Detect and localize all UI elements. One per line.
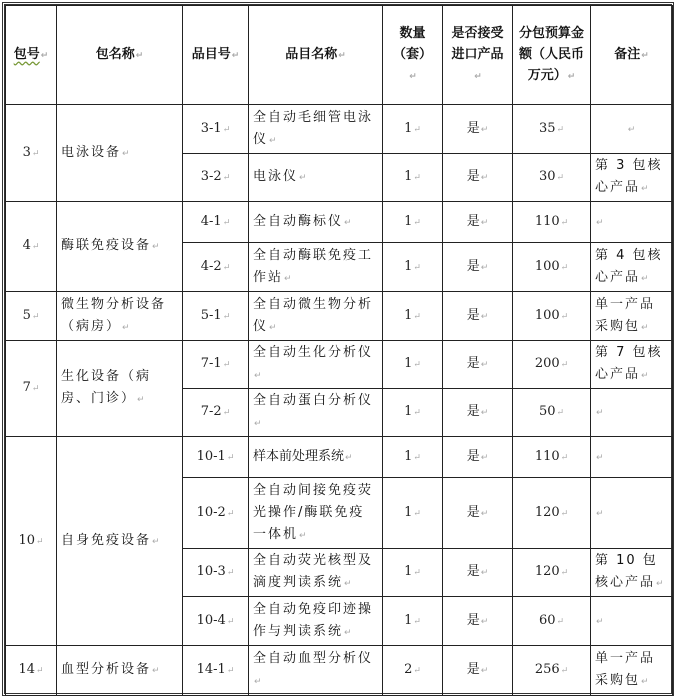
item-name-cell: 全自动荧光核型及滴度判读系统↵ — [249, 549, 383, 597]
quantity-cell: 1↵ — [383, 341, 443, 389]
item-no-cell: 10-2↵ — [183, 478, 249, 549]
budget-cell: 100↵ — [513, 292, 591, 341]
budget-cell: 60↵ — [513, 597, 591, 646]
item-no-cell: 4-2↵ — [183, 243, 249, 292]
budget-cell: 110↵ — [513, 437, 591, 478]
remark-cell: ↵ — [591, 389, 673, 437]
accept-import-cell: 是↵ — [443, 389, 513, 437]
package-no-cell: 10↵ — [6, 437, 57, 646]
accept-import-cell: 是↵ — [443, 597, 513, 646]
remark-cell: ↵ — [591, 597, 673, 646]
item-name-cell: 样本前处理系统↵ — [249, 437, 383, 478]
quantity-cell: 1↵ — [383, 105, 443, 154]
item-no-cell: 10-3↵ — [183, 549, 249, 597]
item-name-cell: 全自动蛋白分析仪↵ — [249, 389, 383, 437]
budget-cell: 256↵ — [513, 646, 591, 696]
package-name-cell: 自身免疫设备↵ — [57, 437, 183, 646]
quantity-cell: 1↵ — [383, 243, 443, 292]
item-no-cell: 5-1↵ — [183, 292, 249, 341]
accept-import-cell: 是↵ — [443, 202, 513, 243]
budget-cell: 110↵ — [513, 202, 591, 243]
item-name-cell: 全自动血型分析仪↵ — [249, 646, 383, 696]
item-name-cell: 全自动酶标仪↵ — [249, 202, 383, 243]
header-package-no: 包号↵ — [6, 6, 57, 105]
procurement-package-table — [5, 5, 673, 696]
budget-cell: 100↵ — [513, 243, 591, 292]
header-row — [6, 6, 673, 105]
item-no-cell: 14-1↵ — [183, 646, 249, 696]
remark-cell: ↵ — [591, 437, 673, 478]
quantity-cell: 1↵ — [383, 292, 443, 341]
header-accept-import: 是否接受进口产品↵ — [443, 6, 513, 105]
table-row — [6, 341, 673, 389]
accept-import-cell: 是↵ — [443, 478, 513, 549]
accept-import-cell: 是↵ — [443, 105, 513, 154]
header-quantity: 数量（套）↵ — [383, 6, 443, 105]
item-no-cell: 7-1↵ — [183, 341, 249, 389]
package-name-cell: 酶联免疫设备↵ — [57, 202, 183, 292]
accept-import-cell: 是↵ — [443, 243, 513, 292]
accept-import-cell: 是↵ — [443, 646, 513, 696]
package-name-cell: 生化设备（病房、门诊）↵ — [57, 341, 183, 437]
remark-cell: 单一产品采购包↵ — [591, 292, 673, 341]
remark-cell: 第 3 包核心产品↵ — [591, 154, 673, 202]
item-no-cell: 3-1↵ — [183, 105, 249, 154]
table-row — [6, 202, 673, 243]
item-no-cell: 7-2↵ — [183, 389, 249, 437]
item-no-cell: 4-1↵ — [183, 202, 249, 243]
table-row — [6, 292, 673, 341]
accept-import-cell: 是↵ — [443, 154, 513, 202]
quantity-cell: 1↵ — [383, 154, 443, 202]
package-name-cell: 血型分析设备↵ — [57, 646, 183, 696]
remark-cell: 单一产品采购包↵ — [591, 646, 673, 696]
item-name-cell: 全自动免疫印迹操作与判读系统↵ — [249, 597, 383, 646]
remark-cell: ↵ — [591, 202, 673, 243]
item-name-cell: 电泳仪↵ — [249, 154, 383, 202]
remark-cell: 第 10 包核心产品↵ — [591, 549, 673, 597]
header-budget: 分包预算金额（人民币万元）↵ — [513, 6, 591, 105]
header-item-no: 品目号↵ — [183, 6, 249, 105]
package-no-cell: 14↵ — [6, 646, 57, 696]
package-no-cell: 7↵ — [6, 341, 57, 437]
remark-cell: ↵ — [591, 105, 673, 154]
accept-import-cell: 是↵ — [443, 549, 513, 597]
package-no-cell: 3↵ — [6, 105, 57, 202]
remark-cell: ↵ — [591, 478, 673, 549]
item-no-cell: 10-1↵ — [183, 437, 249, 478]
budget-cell: 120↵ — [513, 478, 591, 549]
quantity-cell: 1↵ — [383, 437, 443, 478]
table-row — [6, 437, 673, 478]
budget-cell: 30↵ — [513, 154, 591, 202]
quantity-cell: 2↵ — [383, 646, 443, 696]
table-row — [6, 105, 673, 154]
quantity-cell: 1↵ — [383, 549, 443, 597]
accept-import-cell: 是↵ — [443, 292, 513, 341]
package-name-cell: 微生物分析设备（病房）↵ — [57, 292, 183, 341]
item-name-cell: 全自动毛细管电泳仪↵ — [249, 105, 383, 154]
budget-cell: 120↵ — [513, 549, 591, 597]
quantity-cell: 1↵ — [383, 478, 443, 549]
item-no-cell: 3-2↵ — [183, 154, 249, 202]
accept-import-cell: 是↵ — [443, 437, 513, 478]
budget-cell: 200↵ — [513, 341, 591, 389]
budget-cell: 50↵ — [513, 389, 591, 437]
remark-cell: 第 7 包核心产品↵ — [591, 341, 673, 389]
item-name-cell: 全自动生化分析仪↵ — [249, 341, 383, 389]
budget-cell: 35↵ — [513, 105, 591, 154]
item-name-cell: 全自动微生物分析仪↵ — [249, 292, 383, 341]
header-item-name: 品目名称↵ — [249, 6, 383, 105]
package-no-cell: 5↵ — [6, 292, 57, 341]
quantity-cell: 1↵ — [383, 202, 443, 243]
header-package-name: 包名称↵ — [57, 6, 183, 105]
header-remark: 备注↵ — [591, 6, 673, 105]
remark-cell: 第 4 包核心产品↵ — [591, 243, 673, 292]
package-name-cell: 电泳设备↵ — [57, 105, 183, 202]
item-no-cell: 10-4↵ — [183, 597, 249, 646]
item-name-cell: 全自动酶联免疫工作站↵ — [249, 243, 383, 292]
quantity-cell: 1↵ — [383, 389, 443, 437]
package-no-cell: 4↵ — [6, 202, 57, 292]
quantity-cell: 1↵ — [383, 597, 443, 646]
table-row — [6, 646, 673, 696]
item-name-cell: 全自动间接免疫荧光操作/酶联免疫一体机↵ — [249, 478, 383, 549]
accept-import-cell: 是↵ — [443, 341, 513, 389]
